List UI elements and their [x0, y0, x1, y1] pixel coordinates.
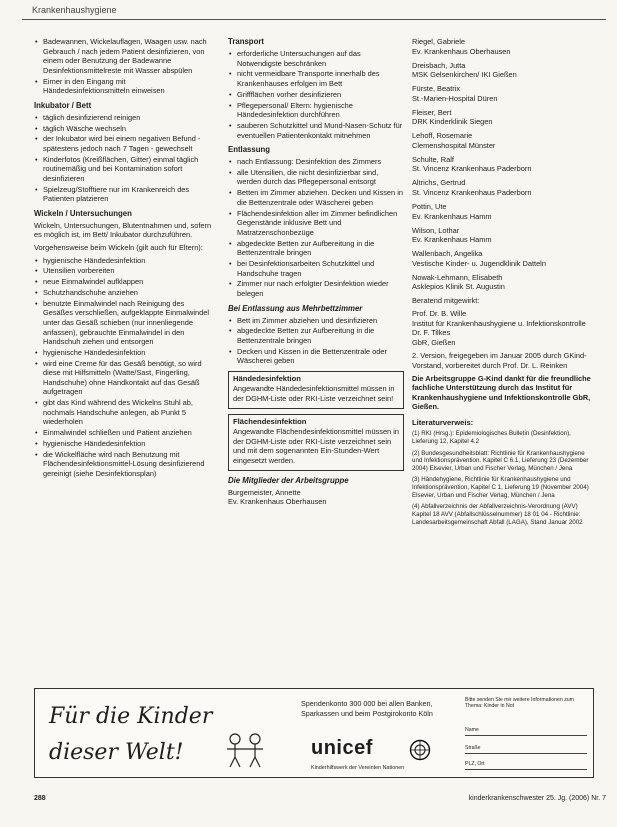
- member-org: Asklepios Klinik St. Augustin: [412, 282, 505, 292]
- slogan-line-2: dieser Welt!: [49, 740, 184, 765]
- member-entry: [412, 226, 592, 245]
- bullet-item: • erforderliche Untersuchungen auf das Notwendigste beschränken: [228, 49, 404, 68]
- member-entry: [412, 84, 592, 103]
- member-entry: [412, 178, 592, 197]
- bullet-item: • bei Desinfektionsarbeiten Schutzkittel und Handschuhe tragen: [228, 259, 404, 278]
- unicef-subtitle: Kinderhilfswerk der Vereinten Nationen: [311, 765, 405, 771]
- unicef-emblem-icon: [409, 739, 431, 761]
- bullet-item: • abgedeckte Betten zur Aufbereitung in die Bettenzentrale bringen: [228, 326, 404, 345]
- member-name: Fleiser, Bert: [412, 107, 452, 117]
- member-org: Clemenshospital Münster: [412, 140, 496, 150]
- journal-reference: kinderkrankenschwester 25. Jg. (2006) Nr. 7: [468, 795, 606, 802]
- coupon-line-street[interactable]: [465, 753, 587, 754]
- ad-slogan: [45, 697, 275, 773]
- member-org: St.-Marien-Hospital Düren: [412, 93, 498, 103]
- member-org: Ev. Krankenhaus Oberhausen: [228, 497, 327, 507]
- bullet-item: • benutzte Einmalwindel nach Reinigung des Gesäßes verschließen, aufgeklappte Einmalwindel unter das Gesäß schieben (nur innenliegende anfassen), gebrauchte Einmalwindel in den Handschuh ziehen und entsorgen: [34, 299, 214, 347]
- mehrbett-heading: Bei Entlassung aus Mehrbettzimmer: [228, 303, 363, 313]
- member-entry: [412, 108, 592, 127]
- surface-disinfection-box: [228, 414, 404, 471]
- inkubator-heading: Inkubator / Bett: [34, 100, 92, 110]
- bullet-item: • abgedeckte Betten zur Aufbereitung in die Bettenzentrale bringen: [228, 239, 404, 258]
- page-number: 288: [34, 795, 46, 802]
- wickeln-heading: Wickeln / Untersuchungen: [34, 208, 132, 218]
- members-list: [412, 37, 592, 292]
- unicef-advertisement: [34, 688, 594, 778]
- slogan-line-1: Für die Kinder: [49, 704, 213, 729]
- member-entry: [412, 273, 592, 292]
- coupon-label-street: Straße: [465, 745, 481, 751]
- vorgehen-text: Vorgehensweise beim Wickeln (gilt auch für Eltern):: [34, 243, 203, 253]
- literature-item: (3) Händehygiene, Richtlinie für Krankenhaushygiene und Infektionsprävention, Kapitel C 1, Lieferung 19 (November 2004) Elsevier, Urban und Fischer Verlag, München / Jena: [412, 476, 589, 500]
- beratend-label: Beratend mitgewirkt:: [412, 296, 480, 306]
- member-org: St. Vincenz Krankenhaus Paderborn: [412, 164, 532, 174]
- bullet-item: • Schutzhandschuhe anziehen: [34, 288, 214, 298]
- bullet-item: • Bett im Zimmer abziehen und desinfizieren: [228, 316, 404, 326]
- bullet-item: • sauberen Schutzkittel und Mund-Nasen-Schutz für eventuellen Patientenkontakt mitnehmen: [228, 121, 404, 140]
- bullet-item: • gibt das Kind während des Wickelns Stuhl ab, nochmals Handschuhe anlegen, ab Punkt 5 wiederholen: [34, 398, 214, 427]
- bullet-item: • täglich desinfizierend reinigen: [34, 113, 214, 123]
- bullet-item: • Flächendesinfektion aller im Zimmer befindlichen Gegenstände inklusive Bett und Matratzenschonbezüge: [228, 209, 404, 238]
- donation-text: Spendenkonto 300 000 bei allen Banken, Sparkassen und beim Postgirokonto Köln: [301, 699, 433, 718]
- page-footer: [22, 793, 606, 813]
- mehrbett-list: [228, 316, 404, 366]
- member-org: MSK Gelsenkirchen/ IKI Gießen: [412, 70, 517, 80]
- literature-heading: Literaturverweis:: [412, 417, 474, 427]
- running-header: [22, 4, 606, 20]
- member-name: Burgemeister, Annette: [228, 487, 301, 497]
- member-name: Lehoff, Rosemarie: [412, 131, 473, 141]
- member-entry: [412, 61, 592, 80]
- wickeln-list: [34, 256, 214, 479]
- member-org: Ev. Krankenhaus Hamm: [412, 235, 492, 245]
- bullet-item: • hygienische Händedesinfektion: [34, 439, 214, 449]
- coupon-line-name[interactable]: [465, 735, 587, 736]
- member-entry: [228, 488, 404, 507]
- beratend-block: [412, 309, 592, 347]
- bullet-item: • Kinderfotos (Kreißflächen, Gitter) einmal täglich routinemäßig und bei Kontamination sofort desinfizieren: [34, 155, 214, 184]
- intro-list: [34, 37, 214, 96]
- bullet-item: • Zimmer nur nach erfolgter Desinfektion wieder belegen: [228, 279, 404, 298]
- advisor-line: Prof. Dr. B. Wille: [412, 308, 467, 318]
- literature-item: (1) RKI (Hrsg.): Epidemiologisches Bulletin (Desinfektion), Lieferung 12, Kapitel 4.2: [412, 430, 571, 446]
- bullet-item: • Decken und Kissen in die Bettenzentrale oder Wäscherei geben: [228, 347, 404, 366]
- thanks-text: Die Arbeitsgruppe G-Kind dankt für die freundliche fachliche Unterstützung durch das Institut für Krankenhaushygiene und Infektionskontrolle GbR, Gießen.: [412, 373, 591, 412]
- member-entry: [412, 155, 592, 174]
- box2-title: Flächendesinfektion: [233, 416, 307, 426]
- bullet-item: • Pflegepersonal/ Eltern: hygienische Händedesinfektion durchführen: [228, 101, 404, 120]
- member-name: Riegel, Gabriele: [412, 37, 465, 46]
- member-entry: [412, 202, 592, 221]
- member-name: Pottin, Ute: [412, 202, 447, 212]
- bullet-item: • alle Utensilien, die nicht desinfizierbar sind, werden durch das Pflegepersonal entsorgt: [228, 168, 404, 187]
- version-text: 2. Version, freigegeben im Januar 2005 durch GKind-Vorstand, vorbereitet durch Prof. Dr. L. Reinken: [412, 351, 587, 370]
- header-title: Krankenhaushygiene: [32, 5, 117, 15]
- advisor-line: Dr. F. Tilkes: [412, 328, 451, 338]
- bullet-item: • hygienische Händedesinfektion: [34, 256, 214, 266]
- member-name: Nowak-Lehmann, Elisabeth: [412, 272, 503, 282]
- inkubator-list: [34, 113, 214, 204]
- member-name: Schulte, Ralf: [412, 154, 454, 164]
- box2-text: Angewandte Flächendesinfektionsmittel müssen in der DGHM-Liste oder RKI-Liste verzeichnet sein und mit dem sogenannten Ein-Stunden-Wert eingesetzt werden.: [233, 427, 399, 466]
- bullet-item: • Eimer in den Eingang mit Händedesinfektionsmitteln einweisen: [34, 77, 214, 96]
- coupon-label-name: Name: [465, 727, 479, 733]
- member-entry: [412, 37, 592, 56]
- bullet-item: • nicht vermeidbare Transporte innerhalb des Krankenhauses erfolgen im Bett: [228, 69, 404, 88]
- unicef-logo-text: unicef: [311, 737, 373, 759]
- bullet-item: • Badewannen, Wickelauflagen, Waagen usw. nach Gebrauch / nach jedem Patient desinfizieren, von einem oder Benutzung der Badewanne Desinfektionsmittelreste mit Wasser abspülen: [34, 37, 214, 75]
- entlassung-heading: Entlassung: [228, 145, 271, 155]
- transport-heading: Transport: [228, 37, 264, 46]
- member-name: Dreisbach, Jutta: [412, 60, 466, 70]
- bullet-item: • der Inkubator wird bei einem negativen Befund - spätestens jedoch nach 7 Tagen - gewechselt: [34, 134, 214, 153]
- advisor-line: GbR, Gießen: [412, 337, 456, 347]
- column-3: [412, 37, 592, 530]
- coupon-header: Bitte senden Sie mir weitere Informationen zum Thema: Kinder in Not: [465, 697, 574, 710]
- coupon-form: [465, 697, 587, 773]
- bullet-item: • täglich Wäsche wechseln: [34, 124, 214, 134]
- bullet-item: • Griffflächen vorher desinfizieren: [228, 90, 404, 100]
- member-name: Wilson, Lothar: [412, 225, 460, 235]
- transport-list: [228, 49, 404, 140]
- bullet-item: • Einmalwindel schließen und Patient anziehen: [34, 428, 214, 438]
- wickeln-text: Wickeln, Untersuchungen, Blutentnahmen und, sofern es möglich ist, im Bett/ Inkubator durchzuführen.: [34, 220, 212, 240]
- literature-item: (4) Abfallverzeichnis der Abfallverzeichnis-Verordnung (AVV) Kapitel 18 AVV (Abfallschlüsselnummer) 18 01 04 - Richtlinie: Landesarbeitsgemeinschaft Abfall (LAGA), Stand Januar 2002: [412, 503, 583, 526]
- member-org: Vestische Kinder- u. Jugendklinik Datteln: [412, 258, 546, 268]
- bullet-item: • Spielzeug/Stofftiere nur im Krankenreich des Patienten platzieren: [34, 185, 214, 204]
- bullet-item: • Utensilien vorbereiten: [34, 266, 214, 276]
- advisor-line: Institut für Krankenhaushygiene u. Infektionskontrolle: [412, 318, 586, 328]
- bullet-item: • nach Entlassung: Desinfektion des Zimmers: [228, 157, 404, 167]
- bullet-item: • neue Einmalwindel aufklappen: [34, 277, 214, 287]
- member-name: Fürste, Beatrix: [412, 84, 461, 94]
- entlassung-list: [228, 157, 404, 298]
- bullet-item: • Betten im Zimmer abziehen. Decken und Kissen in die Bettenzentrale oder Wäscherei geben: [228, 188, 404, 207]
- bullet-item: • wird eine Creme für das Gesäß benötigt, so wird diese mit Hilfsmitteln (Watte/Sast, Fingerling, Handschuhe) ohne Handkontakt auf das Gesäß aufgetragen: [34, 359, 214, 397]
- member-org: Ev. Krankenhaus Hamm: [412, 211, 492, 221]
- column-1: [34, 37, 214, 480]
- box1-title: Händedesinfektion: [233, 373, 301, 383]
- members-heading: Die Mitglieder der Arbeitsgruppe: [228, 475, 349, 485]
- literature-item: (2) Bundesgesundheitsblatt: Richtlinie für Krankenhaushygiene und Infektionsprävention. Kapitel C 6.1, Lieferung 23 (Dezember 2004) Elsevier, Urban und Fischer Verlag, München / Jena: [412, 449, 589, 473]
- member-entry: [412, 131, 592, 150]
- bullet-item: • hygienische Händedesinfektion: [34, 348, 214, 358]
- children-drawing-icon: [221, 731, 271, 771]
- hand-disinfection-box: [228, 371, 404, 409]
- literature-list: [412, 430, 592, 526]
- member-name: Altrichs, Gertrud: [412, 178, 466, 188]
- member-entry: [412, 249, 592, 268]
- member-org: Ev. Krankenhaus Oberhausen: [412, 46, 511, 56]
- coupon-line-city[interactable]: [465, 769, 587, 770]
- coupon-label-city: PLZ, Ort: [465, 761, 485, 767]
- member-org: St. Vincenz Krankenhaus Paderborn: [412, 188, 532, 198]
- member-org: DRK Kinderklinik Siegen: [412, 117, 493, 127]
- bullet-item: • die Wickelfläche wird nach Benutzung mit Flächendesinfektionsmittel-Lösung desinfizierend gereinigt (siehe Desinfektionsplan): [34, 450, 214, 479]
- box1-text: Angewandte Händedesinfektionsmittel müssen in der DGHM-Liste oder RKI-Liste verzeichnet sein!: [233, 384, 395, 404]
- member-name: Wallenbach, Angelika: [412, 249, 483, 259]
- column-2: [228, 37, 404, 511]
